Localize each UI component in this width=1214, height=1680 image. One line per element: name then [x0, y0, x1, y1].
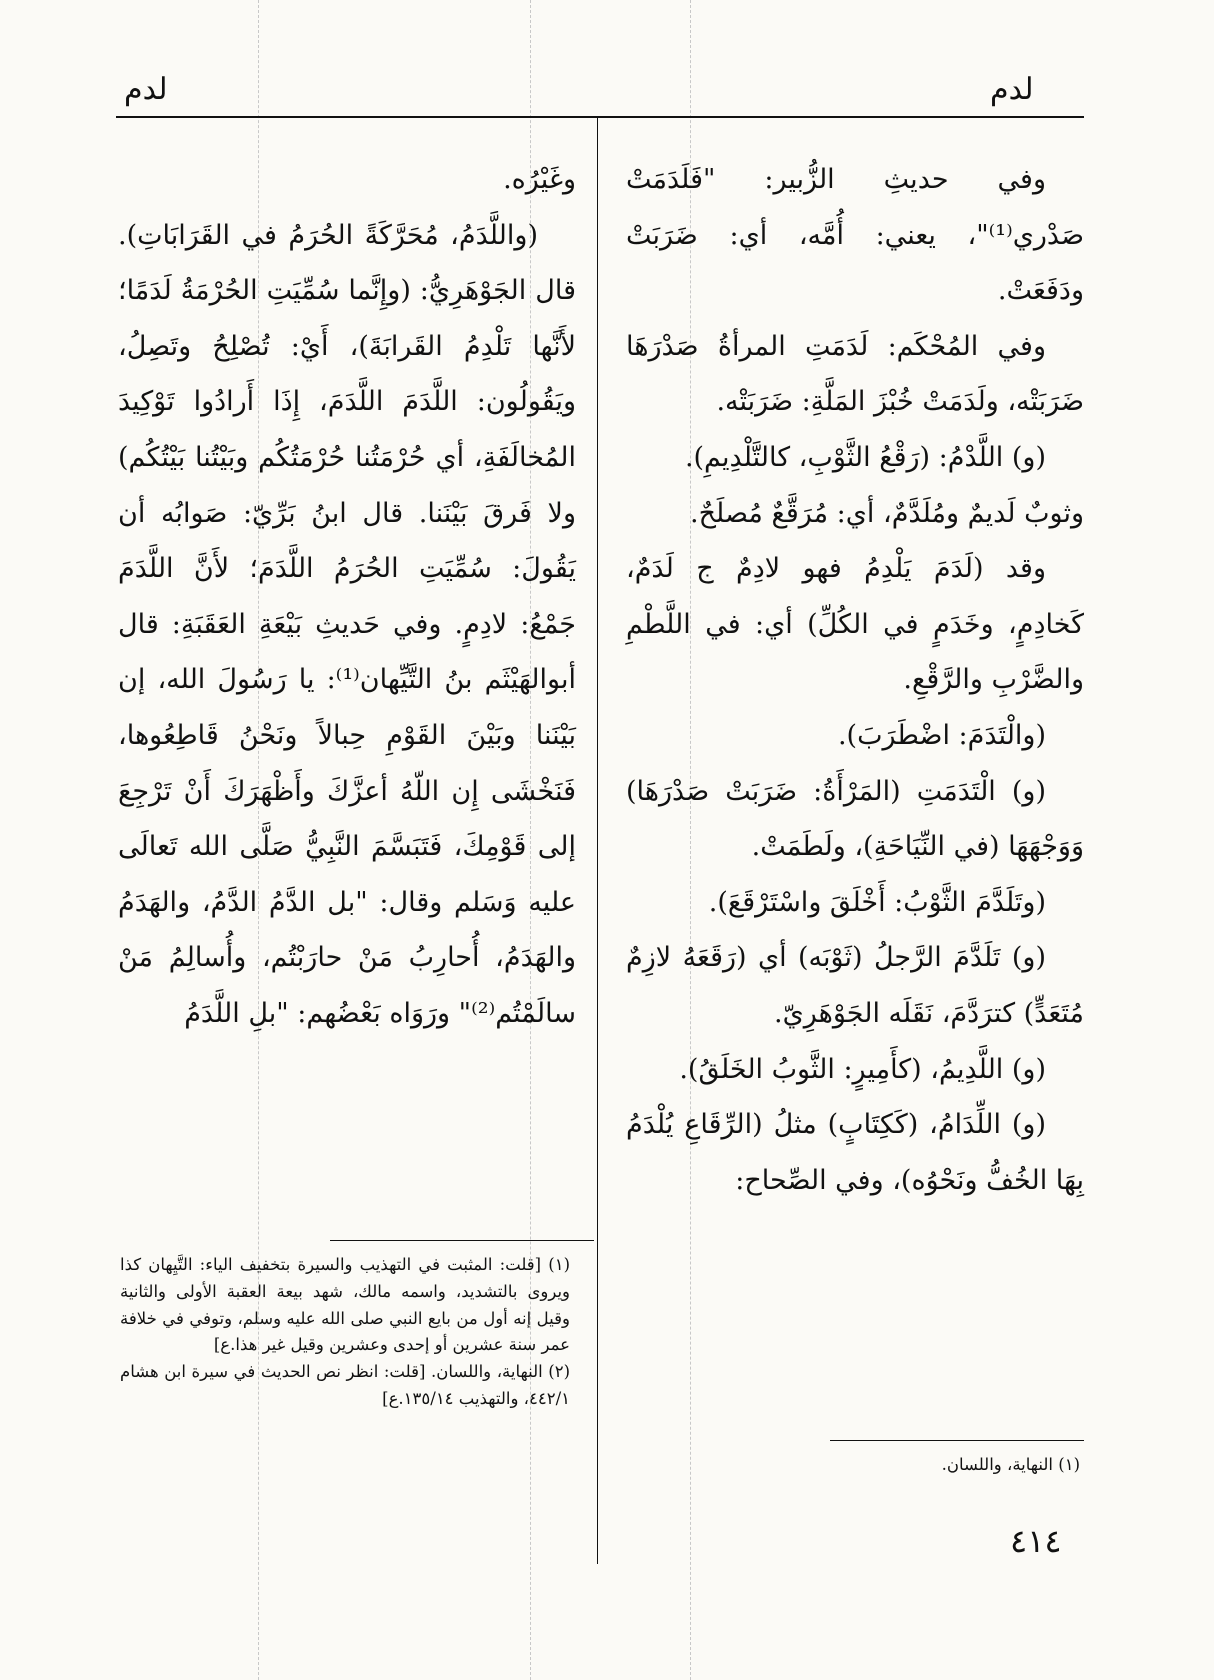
column-separator	[597, 118, 598, 1564]
footnote: (٢) النهاية، واللسان. [قلت: انظر نص الحديث في سيرة ابن هشام ٤٤٢/١، والتهذيب ١٣٥/١٤.ع]	[120, 1362, 570, 1408]
paragraph: (وتَلَدَّمَ الثَّوْبُ: أَخْلَقَ واسْتَرْقَعَ).	[708, 886, 1046, 918]
paragraph: (و) اللَّدِيمُ، (كأَمِيرٍ: الثَّوبُ الخَلَقُ).	[679, 1053, 1046, 1085]
left-column	[118, 152, 576, 1042]
paragraph: وفي حديثِ الزُّبير: "فَلَدَمَتْ صَدْري⁽¹⁾"، يعني: أُمَّه، أي: ضَرَبَتْ ودَفَعَتْ.	[626, 164, 1084, 307]
paragraph: (و) اللِّدَامُ، (كَكِتَابٍ) مثلُ (الرِّقَاعِ يُلْدَمُ بِهَا الخُفُّ ونَحْوُه)، وفي الصِّحاح:	[626, 1109, 1084, 1196]
page-number: ٤١٤	[1010, 1522, 1062, 1560]
right-column	[626, 152, 1084, 1208]
paragraph: وقد (لَدَمَ يَلْدِمُ فهو لادِمٌ ج لَدَمٌ، كَخادِمٍ، وخَدَمٍ في الكُلِّ) أي: في اللَّطْمِ والضَّرْبِ والرَّقْعِ.	[626, 553, 1084, 696]
header-left-word: لدم	[124, 72, 168, 107]
paragraph: وثوبٌ لَديمٌ ومُلَدَّمٌ، أي: مُرَقَّعٌ مُصلَحٌ.	[690, 497, 1084, 529]
paragraph: وغَيْرُه.	[503, 164, 576, 195]
paragraph: وفي المُحْكَم: لَدَمَتِ المرأةُ صَدْرَهَا ضَرَبَتْه، ولَدَمَتْ خُبْزَ المَلَّةِ: ضَرَبَتْه.	[626, 330, 1084, 418]
footnote: (١) النهاية، واللسان.	[941, 1455, 1080, 1474]
paragraph: (و) تَلَدَّمَ الرَّجلُ (ثَوْبَه) أي (رَقَعَهُ لازِمٌ مُتَعَدٍّ) كترَدَّمَ، نَقَلَه الجَوْهَرِيّ.	[626, 942, 1084, 1029]
paragraph: (و) الْتَدَمَتِ (المَرْأَةُ: ضَرَبَتْ صَدْرَهَا) وَوَجْهَهَا (في النِّيَاحَةِ)، ولَطَمَتْ.	[626, 775, 1084, 863]
right-footnotes	[630, 1452, 1080, 1479]
paragraph: (واللَّدَمُ، مُحَرَّكَةً الحُرَمُ في القَرَابَاتِ). قال الجَوْهَرِيُّ: (وإِنَّما سُمِّيَتِ الحُرْمَةُ لَدَمًا؛ لأَنَّها تَلْدِمُ القَرابَةَ)، أَيْ: تُصْلِحُ وتَصِلُ، ويَقُولُون: اللَّدَمَ اللَّدَمَ، إِذَا أَرادُوا تَوْكِيدَ المُخالَفَةِ، أي حُرْمَتُنا حُرْمَتُكُم وبَيْتُنا بَيْتُكُم) ولا فَرقَ بَيْنَنا. قال ابنُ بَرِّيّ: صَوابُه أن يَقُولَ: سُمِّيَتِ الحُرَمُ اللَّدَمَ؛ لأَنَّ اللَّدَمَ جَمْعُ: لادِمٍ. وفي حَديثِ بَيْعَةِ العَقَبَةِ: قال أبوالهَيْثَم بنُ التَّيِّهان⁽¹⁾: يا رَسُولَ الله، إن بَيْنَنا وبَيْنَ القَوْمِ حِبالاً ونَحْنُ قَاطِعُوها، فَنَخْشَى إِن اللّهُ أعزَّكَ وأَظْهَرَكَ أَنْ تَرْجِعَ إلى قَوْمِكَ، فَتَبَسَّمَ النَّبِيُّ صَلَّى الله تَعالَى عليه وَسَلم وقال: "بل الدَّمُ الدَّمُ، والهَدَمُ والهَدَمُ، أُحارِبُ مَنْ حارَبْتُم، وأُسالِمُ مَنْ سالَمْتُم⁽²⁾" ورَوَاه بَعْضُهم: "بلِ اللَّدَمُ	[118, 219, 576, 1029]
header-rule	[116, 116, 1084, 118]
header-right-word: لدم	[990, 72, 1034, 107]
footnote-rule	[330, 1240, 594, 1241]
footnote-rule	[830, 1440, 1084, 1441]
footnote: (١) [قلت: المثبت في التهذيب والسيرة بتخفيف الياء: التَّيِهان كذا ويروى بالتشديد، واسمه مالك، شهد بيعة العقبة الأولى والثانية وقيل إنه أول من بايع النبي صلى الله عليه وسلم، وتوفي في خلافة عمر سنة عشرين أو إحدى وعشرين وقيل غير هذا.ع]	[120, 1255, 570, 1355]
paragraph: (والْتَدَمَ: اضْطَرَبَ).	[837, 719, 1046, 751]
paragraph: (و) اللَّدْمُ: (رَقْعُ الثَّوْبِ، كالتَّلْدِيمِ).	[684, 441, 1046, 473]
left-footnotes	[120, 1252, 570, 1413]
